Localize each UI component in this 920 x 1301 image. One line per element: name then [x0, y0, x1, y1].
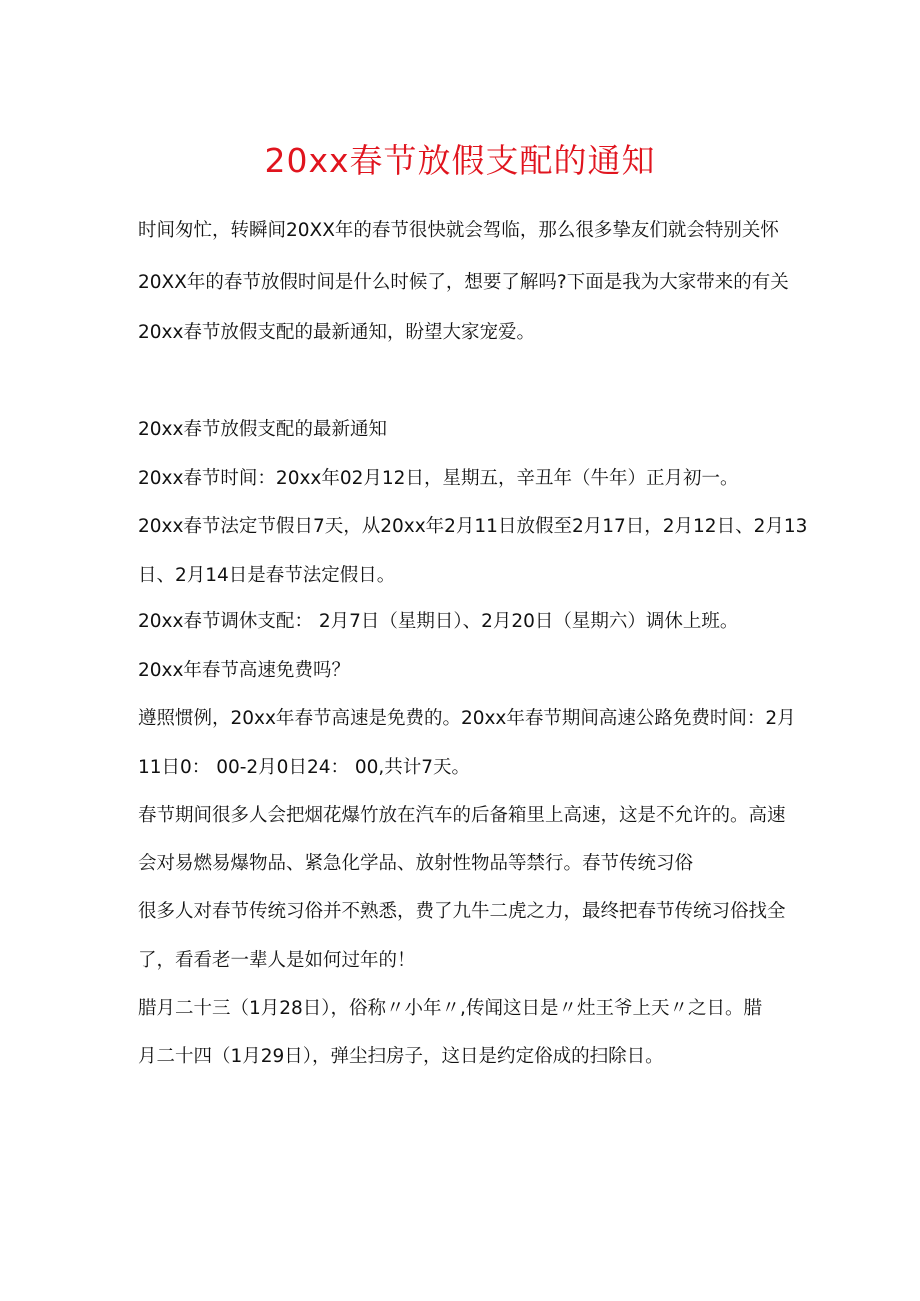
- body-line-adjust: 20xx春节调休支配： 2月7日（星期日）、2月20日（星期六）调休上班。: [138, 611, 739, 632]
- document-title: 20xx春节放假支配的通知: [264, 141, 656, 180]
- body-line-highway-2: 11日0： 00-2月0日24： 00,共计7天。: [138, 757, 471, 778]
- body-line-fireworks-1: 春节期间很多人会把烟花爆竹放在汽车的后备箱里上高速，这是不允许的。高速: [138, 805, 786, 826]
- body-line-lunar-2: 月二十四（1月29日），弹尘扫房子，这日是约定俗成的扫除日。: [138, 1046, 664, 1067]
- body-line-holiday-1: 20xx春节法定节假日7天，从20xx年2月11日放假至2月17日，2月12日、2月13: [138, 516, 808, 537]
- body-line-lunar-1: 腊月二十三（1月28日），俗称〃小年〃,传闻这日是〃灶王爷上天〃之日。腊: [138, 998, 762, 1019]
- body-line-question: 20xx年春节高速免费吗？: [138, 660, 350, 681]
- intro-line-3: 20xx春节放假支配的最新通知，盼望大家宠爱。: [138, 322, 535, 343]
- intro-line-1: 时间匆忙，转瞬间20XX年的春节很快就会驾临，那么很多挚友们就会特别关怀: [138, 220, 779, 241]
- body-line-customs-2: 了，看看老一辈人是如何过年的！: [138, 950, 416, 971]
- intro-line-2: 20XX年的春节放假时间是什么时候了，想要了解吗?下面是我为大家带来的有关: [138, 272, 789, 293]
- body-line-fireworks-2: 会对易燃易爆物品、紧急化学品、放射性物品等禁行。春节传统习俗: [138, 853, 694, 874]
- section-heading: 20xx春节放假支配的最新通知: [138, 419, 387, 440]
- body-line-holiday-2: 日、2月14日是春节法定假日。: [138, 565, 396, 586]
- body-line-customs-1: 很多人对春节传统习俗并不熟悉，费了九牛二虎之力，最终把春节传统习俗找全: [138, 901, 786, 922]
- body-line-highway-1: 遵照惯例，20xx年春节高速是免费的。20xx年春节期间高速公路免费时间：2月: [138, 708, 796, 729]
- body-line-date: 20xx春节时间：20xx年02月12日，星期五，辛丑年（牛年）正月初一。: [138, 468, 739, 489]
